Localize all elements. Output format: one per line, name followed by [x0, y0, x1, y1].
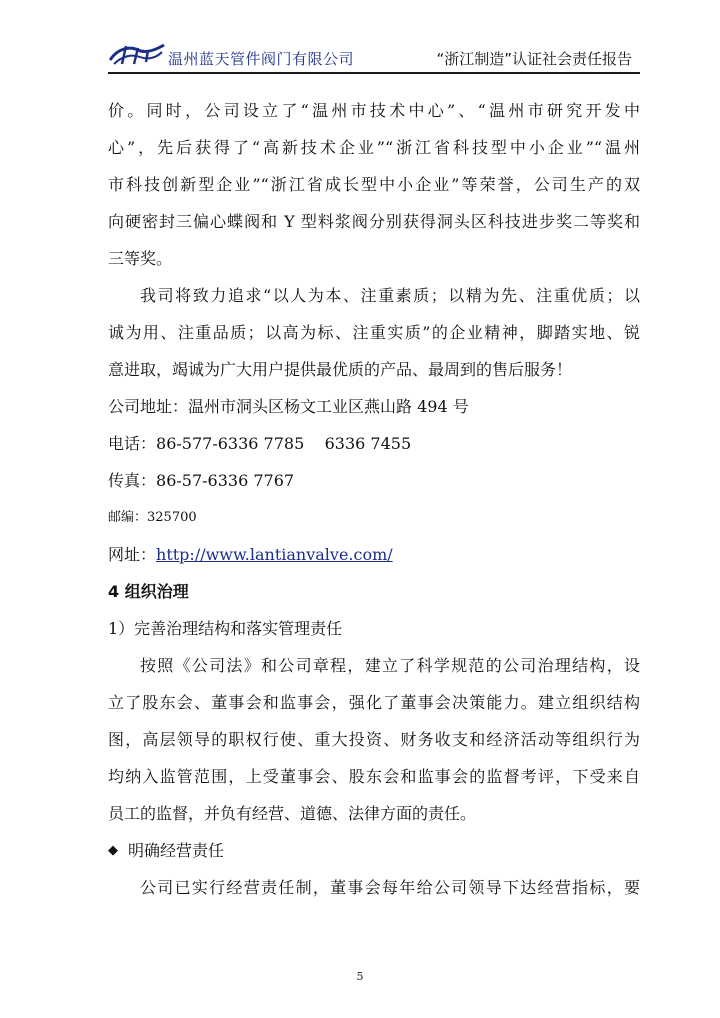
address-value: 温州市洞头区杨文工业区燕山路 494 号: [188, 397, 469, 416]
svg-text:飞龙: 飞龙: [138, 56, 140, 57]
fax-line: [108, 462, 640, 499]
website-label: 网址：: [108, 545, 157, 564]
paragraph-honors: [108, 92, 640, 277]
text-line: 三等奖。: [108, 249, 173, 268]
phone-value: 86-577-6336 7785 6336 7455: [156, 434, 412, 453]
website-link[interactable]: http://www.lantianvalve.com/: [156, 545, 393, 564]
page-header: [108, 40, 640, 74]
section-governance: [108, 573, 640, 906]
report-title: “浙江制造”认证社会责任报告: [436, 50, 632, 68]
text-line: 均纳入监管范围，上受董事会、股东会和监事会的监督考评，下受来自: [108, 767, 640, 786]
postcode-value: 325700: [147, 510, 197, 525]
paragraph-spirit: [108, 277, 640, 388]
bullet-title: 明确经营责任: [128, 841, 225, 860]
subsection-title: 1）完善治理结构和落实管理责任: [108, 619, 343, 638]
text-line: 按照《公司法》和公司章程，建立了科学规范的公司治理结构，设: [140, 656, 640, 675]
text-line: 市科技创新型企业”“浙江省成长型中小企业”等荣誉，公司生产的双: [108, 175, 640, 194]
text-line: 图，高层领导的职权行使、重大投资、财务收支和经济活动等组织行为: [108, 730, 640, 749]
text-line: 员工的监督，并负有经营、道德、法律方面的责任。: [108, 804, 477, 823]
phone-line: [108, 425, 640, 462]
phone-label: 电话：: [108, 434, 157, 453]
text-line: 立了股东会、董事会和监事会，强化了董事会决策能力。建立组织结构: [108, 693, 640, 712]
company-logo-icon: [108, 42, 166, 68]
text-line: 诚为用、注重品质；以高为标、注重实质”的企业精神，脚踏实地、锐: [108, 323, 640, 342]
website-line: [108, 536, 640, 573]
address-label: 公司地址：: [108, 397, 189, 416]
fax-label: 传真：: [108, 471, 157, 490]
company-name: 温州蓝天管件阀门有限公司: [168, 50, 355, 68]
text-line: 意进取，竭诚为广大用户提供最优质的产品、最周到的售后服务！: [108, 360, 573, 379]
bullet-heading: [108, 832, 640, 869]
page-number: 5: [356, 970, 364, 983]
diamond-bullet-icon: ◆: [108, 843, 118, 858]
postcode-line: [108, 499, 640, 536]
section-title: 4 组织治理: [108, 582, 189, 601]
address-line: [108, 388, 640, 425]
text-line: 向硬密封三偏心蝶阀和 Y 型料浆阀分别获得洞头区科技进步奖二等奖和: [108, 212, 640, 231]
postcode-label: 邮编：: [108, 510, 148, 525]
page-body: [108, 92, 640, 906]
contact-info: [108, 388, 640, 573]
text-line: 我司将致力追求“以人为本、注重素质；以精为先、注重优质；以: [140, 286, 640, 305]
text-line: 价。同时，公司设立了“温州市技术中心”、“温州市研究开发中: [108, 101, 640, 120]
text-line: 心”，先后获得了“高新技术企业”“浙江省科技型中小企业”“温州: [108, 138, 640, 157]
fax-value: 86-57-6336 7767: [156, 471, 295, 490]
text-line: 公司已实行经营责任制，董事会每年给公司领导下达经营指标，要: [140, 878, 640, 897]
